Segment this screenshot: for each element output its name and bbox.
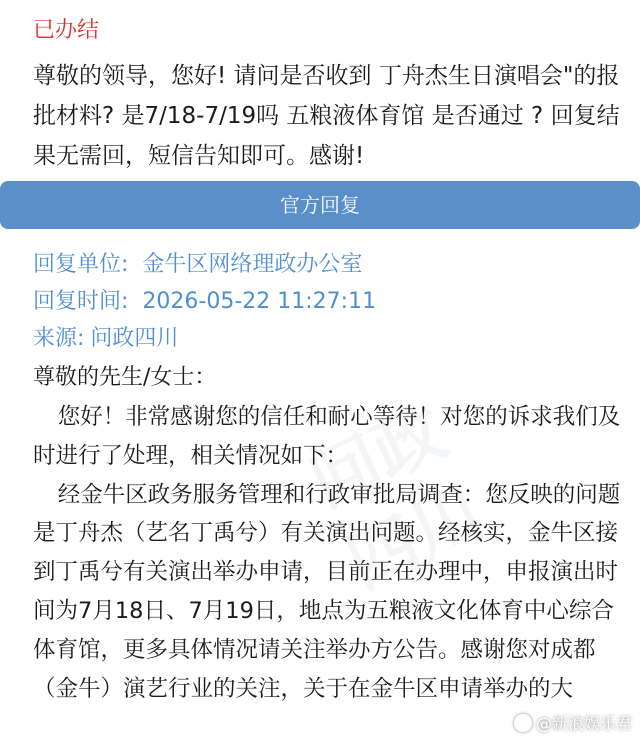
reply-unit-row bbox=[33, 250, 362, 280]
reply-time-value: 2026-05-22 11:27:11 bbox=[142, 289, 377, 314]
official-reply-header: 官方回复 bbox=[0, 181, 640, 229]
reply-source-label: 来源: bbox=[33, 326, 85, 351]
weibo-logo-icon bbox=[514, 714, 532, 732]
reply-paragraph: 经金牛区政务服务管理和行政审批局调查：您反映的问题是丁舟杰（艺名丁禹兮）有关演出问题。经核实，金牛区接到丁禹兮有关演出举办申请，目前正在办理中，申报演出时间为7月18日、7月19日，地点为五粮液文化体育中心综合体育馆，更多具体情况请关注举办方公告。感谢您对成都（金牛）演艺行业的关注，关于在金牛区申请举办的大 bbox=[33, 481, 621, 702]
source-watermark bbox=[514, 711, 632, 734]
reply-time-row bbox=[33, 287, 376, 317]
reply-time-label: 回复时间: bbox=[33, 289, 129, 314]
question-text: 尊敬的领导，您好! 请问是否收到 丁舟杰生日演唱会"的报批材料? 是7/18-7/19吗 五粮液体育馆 是否通过 ? 回复结果无需回，短信告知即可。感谢! bbox=[33, 63, 620, 169]
reply-unit-label: 回复单位: bbox=[33, 252, 129, 277]
reply-body bbox=[33, 398, 633, 708]
salutation: 尊敬的先生/女士： bbox=[33, 365, 217, 390]
reply-unit-value: 金牛区网络理政办公室 bbox=[142, 252, 363, 277]
reply-paragraph: 您好！非常感谢您的信任和耐心等待！对您的诉求我们及时进行了处理，相关情况如下： bbox=[33, 404, 621, 469]
background-watermark: 问政 四川 bbox=[296, 389, 496, 605]
reply-source-row bbox=[33, 324, 178, 354]
watermark-text: @新浪娱乐君 bbox=[535, 714, 632, 733]
reply-source-value: 问政四川 bbox=[90, 326, 179, 351]
status-label: 已办结 bbox=[33, 18, 100, 43]
